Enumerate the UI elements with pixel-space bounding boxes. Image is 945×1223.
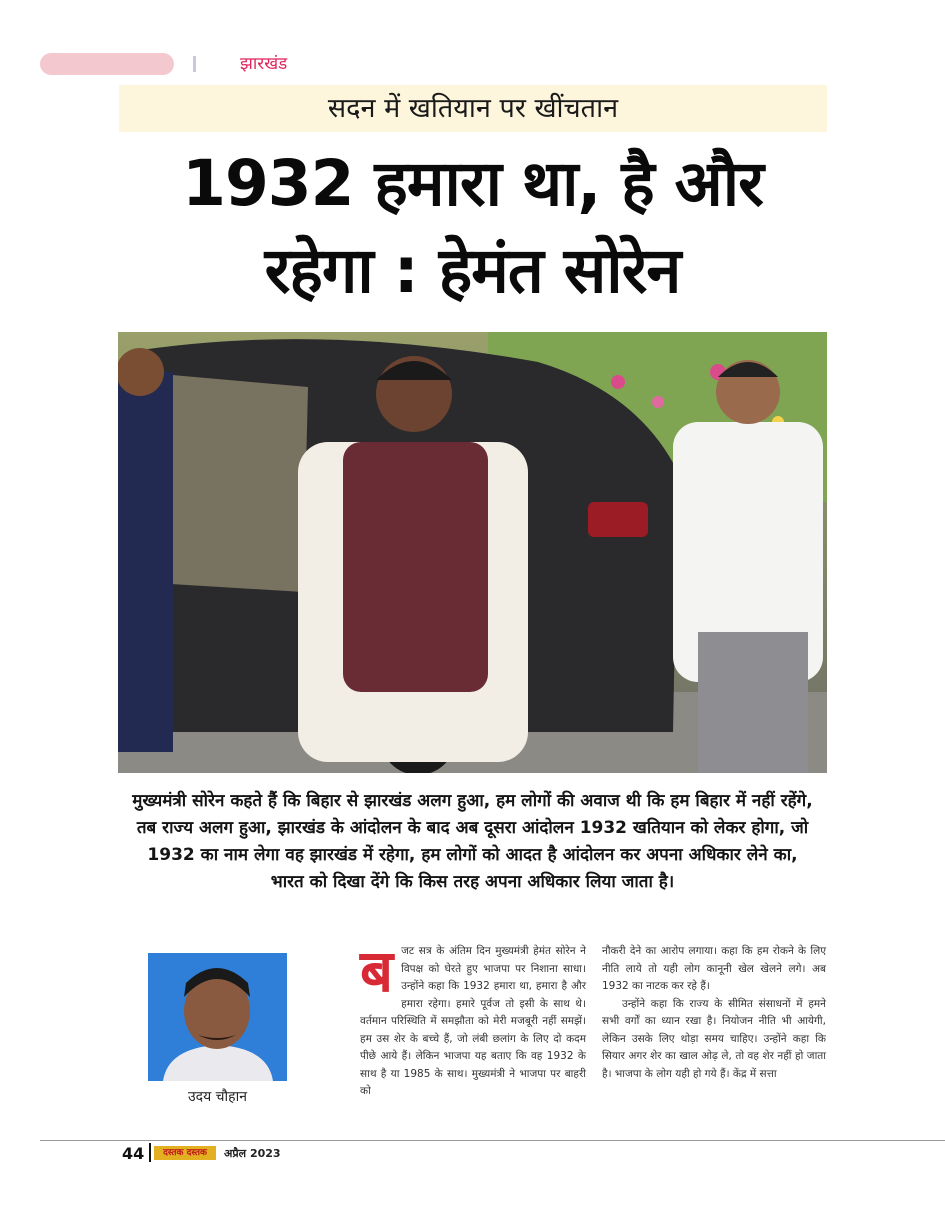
kicker: सदन में खतियान पर खींचतान — [327, 93, 619, 124]
footer-rule — [40, 1140, 945, 1141]
article-column-2 — [602, 943, 826, 1083]
headline-line-2: रहेगा : हेमंत सोरेन — [264, 234, 681, 307]
page-number: 44 — [122, 1144, 145, 1163]
headline — [100, 140, 845, 314]
masthead-logo: दस्तक दस्तक — [154, 1146, 216, 1160]
drop-cap: ब — [360, 937, 394, 1005]
issue-date: अप्रैल 2023 — [224, 1147, 281, 1160]
article-paragraph: उन्होंने कहा कि राज्य के सीमित संसाधनों में हमने सभी वर्गों का ध्यान रखा है। नियोजन नीति भी आयेगी, लेकिन उसके लिए थोड़ा समय चाहिए। उन्होंने कहा कि सियार अगर शेर का खाल ओढ़ ले, तो वह शेर नहीं हो जाता है। भाजपा के लोग यही हो गये हैं। केंद्र में सत्ता — [602, 997, 826, 1080]
author-photo — [148, 953, 287, 1081]
section-label: झारखंड — [240, 54, 288, 74]
article-column-1 — [360, 937, 586, 1101]
header-pill — [40, 53, 174, 75]
headline-line-1: 1932 हमारा था, है और — [182, 147, 763, 220]
header-separator — [193, 56, 196, 72]
deck: मुख्यमंत्री सोरेन कहते हैं कि बिहार से झारखंड अलग हुआ, हम लोगों की अवाज थी कि हम बिहार में नहीं रहेंगे, तब राज्य अलग हुआ, झारखंड के आंदोलन के बाद अब दूसरा आंदोलन 1932 खतियान को लेकर होगा, जो 1932 का नाम लेगा वह झारखंड में रहेगा, हम लोगों को आदत है आंदोलन कर अपना अधिकार लेने का, भारत को दिखा देंगे कि किस तरह अपना अधिकार लिया जाता है। — [132, 791, 813, 892]
kicker-box — [119, 85, 827, 132]
article-paragraph: जट सत्र के अंतिम दिन मुख्यमंत्री हेमंत सोरेन ने विपक्ष को घेरते हुए भाजपा पर निशाना साधा। उन्होंने कहा कि 1932 हमारा था, हमारा है और हमारा रहेगा। हमारे पूर्वज तो इसी के साथ थे। वर्तमान परिस्थिति में समझौता को मेरी मजबूरी नहीं समझें। हम उस शेर के बच्चे हैं, जो लंबी छलांग के लिए दो कदम पीछे आये हैं। लेकिन भाजपा यह बताए कि वह 1932 के साथ है या 1985 के साथ। मुख्यमंत्री ने भाजपा पर बाहरी को — [360, 945, 586, 1097]
author-name: उदय चौहान — [187, 1089, 248, 1105]
lead-photo — [118, 332, 827, 773]
article-paragraph: नौकरी देने का आरोप लगाया। कहा कि हम रोकने के लिए नीति लाये तो यही लोग कानूनी खेल खेलने लगे। अब 1932 का नाटक कर रहे हैं। — [602, 945, 826, 992]
footer-separator — [149, 1143, 151, 1162]
